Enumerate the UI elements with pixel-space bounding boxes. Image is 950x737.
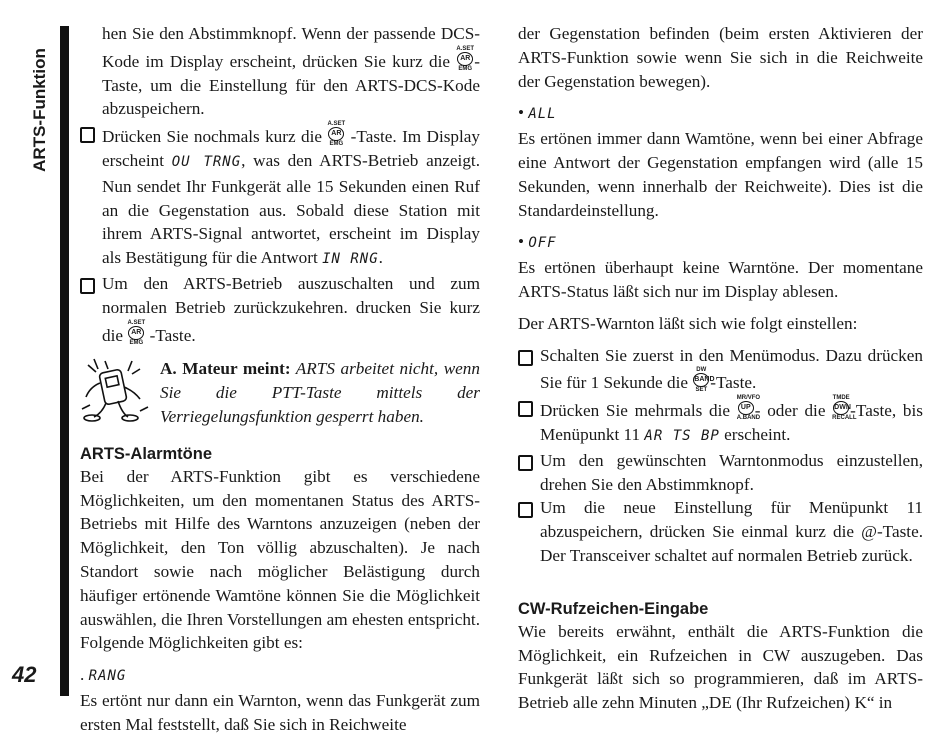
- ar-key-icon: A.SET AR EMG: [327, 121, 346, 148]
- section-bar: [60, 26, 69, 696]
- option-rang: . RANG: [80, 665, 127, 685]
- lcd-in-rng: IN RNG: [322, 251, 379, 268]
- paragraph-set: Der ARTS-Warnton läßt sich wie folgt einstellen:: [518, 313, 858, 333]
- paragraph-rang: Es ertönt nur dann ein Warnton, wenn das Funkgerät zum ersten Mal feststellt, daß Sie sich in Reichweite: [80, 690, 480, 734]
- step-menu: Schalten Sie zuerst in den Menümodus. Dazu drücken Sie für 1 Sekunde die DW BAND SET -Taste.: [518, 344, 923, 396]
- section-tab: [30, 30, 48, 195]
- lcd-arts-bp: AR TS BP: [644, 427, 720, 444]
- paragraph-dcs: hen Sie den Abstimmknopf. Wenn der passende DCS-Kode im Display erscheint, drücken Sie kurz die A.SET AR EMG -Taste, um die Einstellung für den ARTS-DCS-Kode abzuspeichern.: [102, 24, 480, 119]
- down-key-icon: TMDE DWN RECALL: [832, 395, 857, 422]
- option-off: • OFF: [518, 232, 557, 252]
- mascot-radio-icon: [80, 357, 150, 423]
- band-key-icon: DW BAND SET: [694, 367, 715, 394]
- step-select: Drücken Sie mehrmals die MR/VFO UP A.BAND - oder die TMDE DWN RECALL -Taste, bis Menüpunkt 11 AR TS BP erscheint.: [518, 395, 923, 449]
- heading-alarm: ARTS-Alarmtöne: [80, 444, 213, 463]
- right-column: [518, 22, 923, 715]
- paragraph-off: Es ertönen überhaupt keine Warntöne. Der momentane ARTS-Status läßt sich nur im Display ablesen.: [518, 258, 923, 301]
- heading-cw: CW-Rufzeichen-Eingabe: [518, 599, 709, 618]
- paragraph-alarm: Bei der ARTS-Funktion gibt es verschiedene Möglichkeiten, um den momentanen Status des ARTS-Betriebs mit Hilfe des Warntons anzuzeigen (neben der Möglichkeit, den Ton völlig abzuschalten). Je nach Standort sowie nach möglicher Belästigung durch häufiger ertönende Wamtöne können Sie die Möglichkeit auswählen, die Ihren Vorstellungen am ehesten entspricht. Folgende Möglichkeiten gibt es:: [80, 466, 480, 653]
- lcd-out-rng: OU TRNG: [171, 153, 242, 170]
- step-save: Um die neue Einstellung für Menüpunkt 11 abzuspeichern, drücken Sie einmal kurz die @-Taste. Der Transceiver schaltet auf normalen Betrieb zurück.: [518, 496, 923, 567]
- step-tune: Um den gewünschten Warntonmodus einzustellen, drehen Sie den Abstimmknopf.: [518, 449, 923, 497]
- ar-key-icon: A.SET AR EMG: [456, 45, 475, 72]
- left-column: [80, 22, 480, 737]
- step-deactivate: Um den ARTS-Betrieb auszuschalten und zum normalen Betrieb zurückzukehren. drucken Sie kurz die A.SET AR EMG -Taste.: [80, 272, 480, 347]
- step-activate: Drücken Sie nochmals kurz die A.SET AR EMG -Taste. Im Display erscheint OU TRNG, was den ARTS-Betrieb anzeigt. Nun sendet Ihr Funkgerät alle 15 Sekunden einen Ruf an die Gegenstation aus. Sobald diese Station mit ihrem ARTS-Signal antwortet, erscheint im Display als Bestätigung für die Antwort IN RNG.: [80, 121, 480, 272]
- page-number: 42: [12, 662, 37, 687]
- up-key-icon: MR/VFO UP A.BAND: [736, 395, 761, 422]
- paragraph-all: Es ertönen immer dann Wamtöne, wenn bei einer Abfrage eine Antwort der Gegenstation empfangen wird (alle 15 Sekunden, wenn innerhalb der Reichweite). Dies ist die Standardeinstellung.: [518, 129, 923, 220]
- tip-note: [80, 357, 480, 428]
- section-title: ARTS-Funktion: [30, 48, 49, 172]
- option-all: • ALL: [518, 103, 557, 123]
- paragraph-cw: Wie bereits erwähnt, enthält die ARTS-Funktion die Möglichkeit, ein Rufzeichen in CW auszugeben. Das Funkgerät läßt sich so programmieren, daß im ARTS-Betrieb alle zehn Minuten „DE (Ihr Rufzeichen) K“ in: [518, 621, 923, 713]
- tip-text: A. Mateur meint: ARTS arbeitet nicht, wenn Sie die PTT-Taste mittels der Verriegelungsfunktion gesperrt haben.: [160, 359, 480, 426]
- ar-key-icon: A.SET AR EMG: [127, 319, 146, 346]
- paragraph-range: der Gegenstation befinden (beim ersten Aktivieren der ARTS-Funktion sowie wenn Sie sich in die Reichweite der Gegenstation bewegen).: [518, 24, 923, 91]
